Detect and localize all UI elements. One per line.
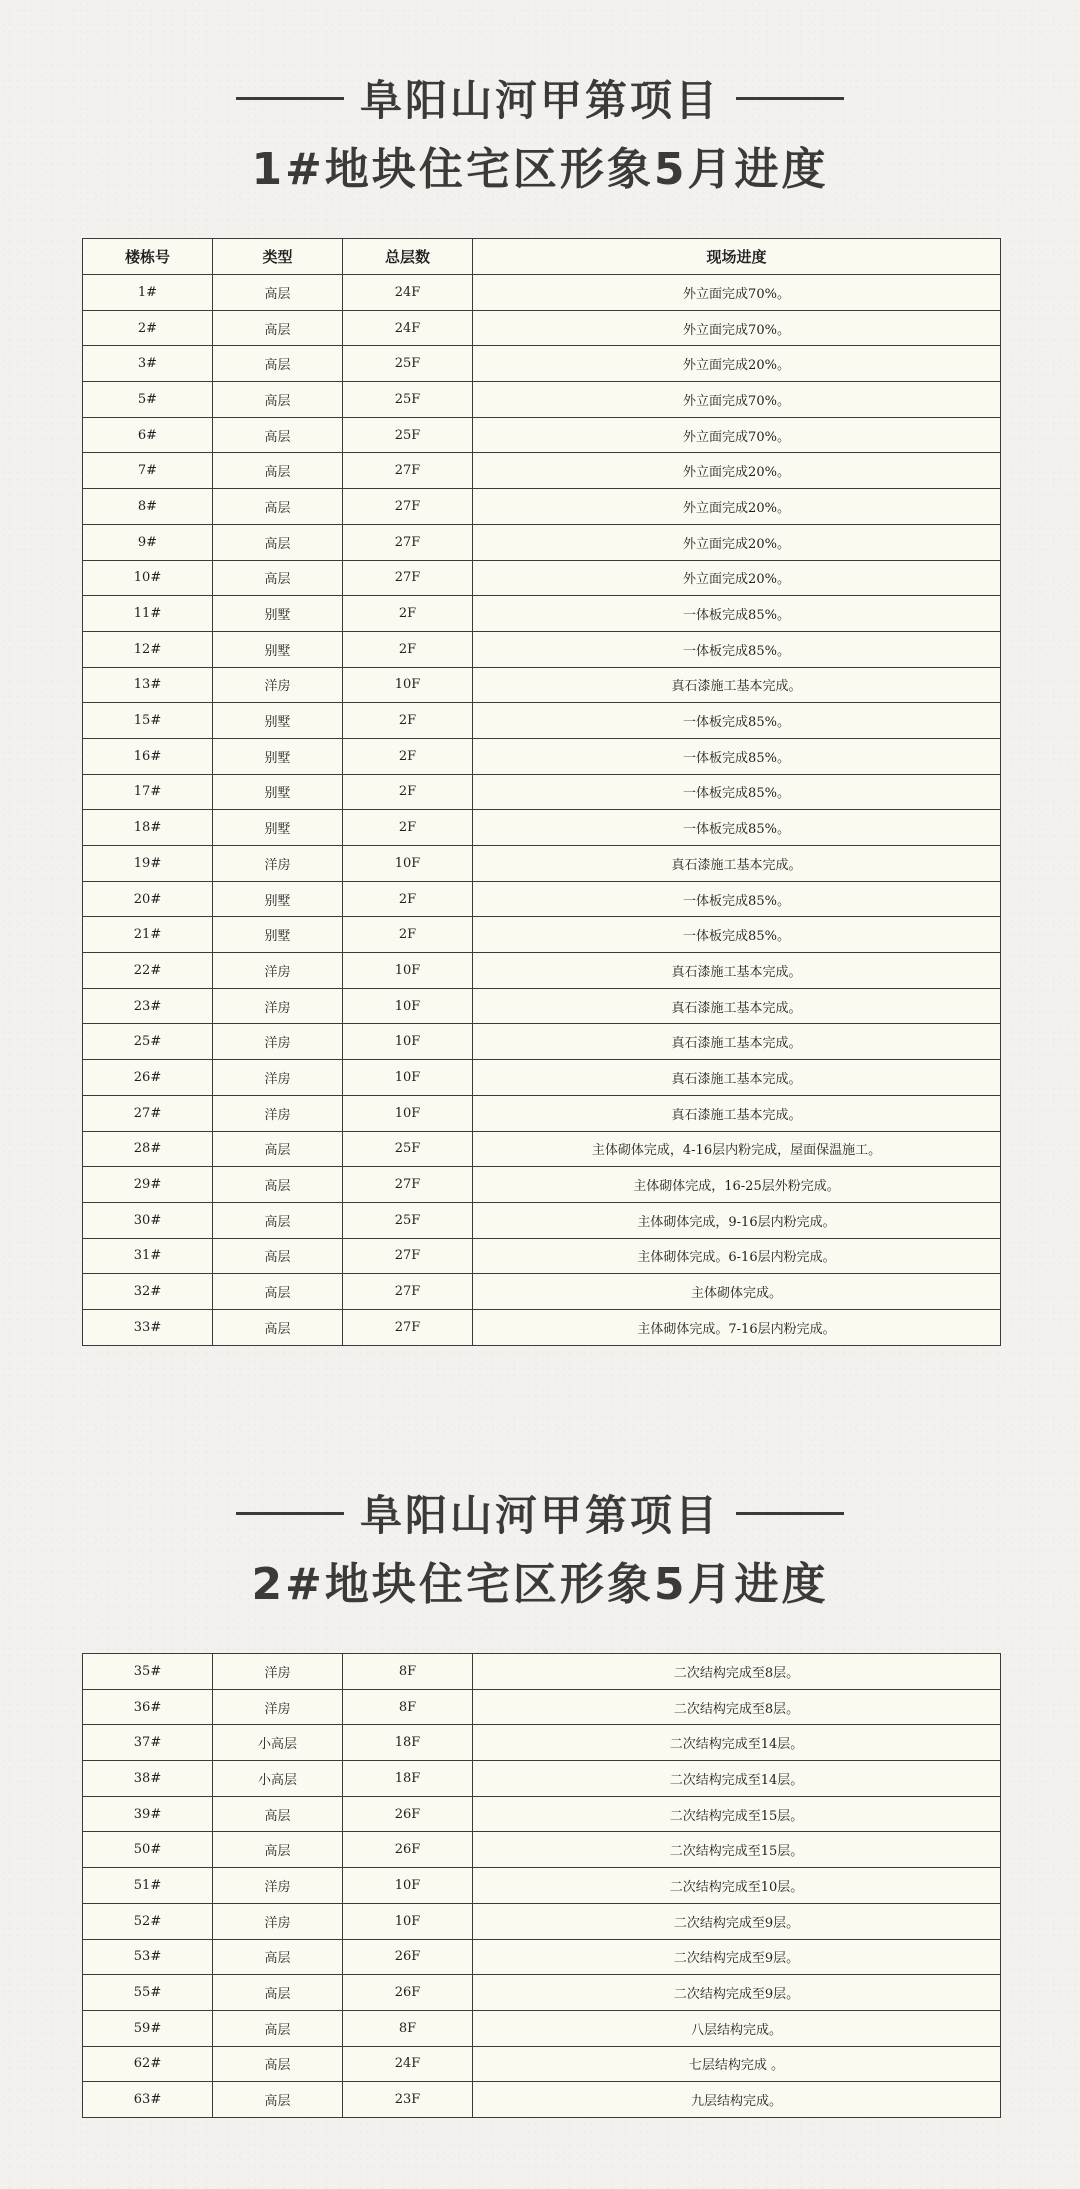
cell-progress: 二次结构完成至14层。 — [473, 1725, 1001, 1761]
cell-progress: 一体板完成85%。 — [473, 596, 1001, 632]
heading-rule-left — [236, 1512, 344, 1515]
cell-type: 高层 — [213, 1274, 343, 1310]
cell-building-no: 18# — [83, 810, 213, 846]
cell-building-no: 21# — [83, 917, 213, 953]
cell-floors: 26F — [343, 1832, 473, 1868]
cell-floors: 10F — [343, 953, 473, 989]
cell-type: 洋房 — [213, 1654, 343, 1690]
table-row — [83, 1654, 1001, 1690]
cell-building-no: 12# — [83, 631, 213, 667]
cell-floors: 2F — [343, 917, 473, 953]
cell-building-no: 35# — [83, 1654, 213, 1690]
cell-building-no: 11# — [83, 596, 213, 632]
progress-table-2 — [82, 1653, 1001, 2118]
cell-type: 高层 — [213, 275, 343, 311]
cell-progress: 主体砌体完成。7-16层内粉完成。 — [473, 1309, 1001, 1345]
cell-type: 高层 — [213, 1975, 343, 2011]
table-row — [83, 667, 1001, 703]
cell-building-no: 5# — [83, 382, 213, 418]
cell-floors: 2F — [343, 810, 473, 846]
cell-floors: 2F — [343, 738, 473, 774]
cell-floors: 24F — [343, 310, 473, 346]
progress-table-1 — [82, 238, 1001, 1346]
cell-floors: 8F — [343, 1654, 473, 1690]
plot-1-section — [0, 70, 1080, 1337]
cell-floors: 18F — [343, 1761, 473, 1797]
table-row — [83, 560, 1001, 596]
cell-progress: 一体板完成85%。 — [473, 881, 1001, 917]
cell-building-no: 29# — [83, 1167, 213, 1203]
cell-progress: 二次结构完成至15层。 — [473, 1832, 1001, 1868]
table-row — [83, 1939, 1001, 1975]
cell-building-no: 13# — [83, 667, 213, 703]
cell-progress: 外立面完成70%。 — [473, 417, 1001, 453]
cell-type: 别墅 — [213, 774, 343, 810]
cell-type: 别墅 — [213, 738, 343, 774]
cell-type: 洋房 — [213, 1095, 343, 1131]
section-subtitle: 2#地块住宅区形象5月进度 — [251, 1559, 829, 1610]
cell-progress: 七层结构完成 。 — [473, 2046, 1001, 2082]
cell-progress: 九层结构完成。 — [473, 2082, 1001, 2118]
cell-floors: 2F — [343, 631, 473, 667]
cell-type: 洋房 — [213, 1868, 343, 1904]
project-title: 阜阳山河甲第项目 — [359, 1491, 720, 1540]
cell-floors: 10F — [343, 1060, 473, 1096]
cell-floors: 27F — [343, 560, 473, 596]
cell-progress: 外立面完成20%。 — [473, 346, 1001, 382]
cell-type: 别墅 — [213, 631, 343, 667]
cell-progress: 主体砌体完成，16-25层外粉完成。 — [473, 1167, 1001, 1203]
table-row — [83, 881, 1001, 917]
table-row — [83, 1761, 1001, 1797]
cell-progress: 二次结构完成至14层。 — [473, 1761, 1001, 1797]
cell-building-no: 10# — [83, 560, 213, 596]
cell-type: 小高层 — [213, 1761, 343, 1797]
table-row — [83, 417, 1001, 453]
cell-progress: 一体板完成85%。 — [473, 738, 1001, 774]
heading-rule-right — [736, 97, 844, 100]
header-type: 类型 — [213, 239, 343, 275]
table-row — [83, 1202, 1001, 1238]
header-floors: 总层数 — [343, 239, 473, 275]
cell-progress: 二次结构完成至9层。 — [473, 1975, 1001, 2011]
plot-2-section — [0, 1485, 1080, 2110]
cell-progress: 一体板完成85%。 — [473, 703, 1001, 739]
cell-building-no: 32# — [83, 1274, 213, 1310]
table-row — [83, 1131, 1001, 1167]
cell-type: 别墅 — [213, 917, 343, 953]
cell-floors: 26F — [343, 1796, 473, 1832]
cell-building-no: 20# — [83, 881, 213, 917]
cell-building-no: 7# — [83, 453, 213, 489]
cell-floors: 27F — [343, 1274, 473, 1310]
cell-floors: 2F — [343, 703, 473, 739]
cell-floors: 2F — [343, 774, 473, 810]
cell-type: 高层 — [213, 346, 343, 382]
cell-floors: 10F — [343, 667, 473, 703]
cell-floors: 27F — [343, 1309, 473, 1345]
cell-floors: 25F — [343, 417, 473, 453]
cell-progress: 一体板完成85%。 — [473, 631, 1001, 667]
cell-floors: 18F — [343, 1725, 473, 1761]
cell-floors: 2F — [343, 881, 473, 917]
cell-progress: 二次结构完成至9层。 — [473, 1903, 1001, 1939]
cell-type: 洋房 — [213, 1060, 343, 1096]
cell-building-no: 25# — [83, 1024, 213, 1060]
cell-building-no: 23# — [83, 988, 213, 1024]
cell-building-no: 55# — [83, 1975, 213, 2011]
cell-progress: 外立面完成20%。 — [473, 489, 1001, 525]
cell-type: 洋房 — [213, 988, 343, 1024]
cell-progress: 外立面完成70%。 — [473, 382, 1001, 418]
cell-floors: 8F — [343, 1689, 473, 1725]
cell-progress: 真石漆施工基本完成。 — [473, 1060, 1001, 1096]
heading-rule-left — [236, 97, 344, 100]
cell-building-no: 22# — [83, 953, 213, 989]
table-row — [83, 1274, 1001, 1310]
table-row — [83, 1689, 1001, 1725]
cell-progress: 一体板完成85%。 — [473, 810, 1001, 846]
cell-type: 高层 — [213, 489, 343, 525]
cell-building-no: 51# — [83, 1868, 213, 1904]
table-row — [83, 382, 1001, 418]
table-row — [83, 1725, 1001, 1761]
cell-type: 高层 — [213, 1131, 343, 1167]
cell-type: 高层 — [213, 524, 343, 560]
cell-type: 别墅 — [213, 596, 343, 632]
cell-type: 高层 — [213, 1202, 343, 1238]
cell-building-no: 2# — [83, 310, 213, 346]
cell-progress: 主体砌体完成，4-16层内粉完成，屋面保温施工。 — [473, 1131, 1001, 1167]
table-row — [83, 1167, 1001, 1203]
cell-progress: 二次结构完成至15层。 — [473, 1796, 1001, 1832]
table-row — [83, 774, 1001, 810]
cell-building-no: 38# — [83, 1761, 213, 1797]
cell-floors: 10F — [343, 1903, 473, 1939]
cell-floors: 10F — [343, 988, 473, 1024]
table-body — [83, 1654, 1001, 2118]
cell-floors: 27F — [343, 524, 473, 560]
section-heading — [0, 1485, 1080, 1541]
cell-progress: 外立面完成20%。 — [473, 560, 1001, 596]
table-row — [83, 1832, 1001, 1868]
table-row — [83, 524, 1001, 560]
cell-building-no: 15# — [83, 703, 213, 739]
cell-floors: 24F — [343, 275, 473, 311]
table-row — [83, 917, 1001, 953]
cell-type: 高层 — [213, 1238, 343, 1274]
cell-building-no: 3# — [83, 346, 213, 382]
table-row — [83, 1024, 1001, 1060]
cell-type: 高层 — [213, 310, 343, 346]
cell-type: 洋房 — [213, 1024, 343, 1060]
cell-floors: 25F — [343, 1202, 473, 1238]
table-row — [83, 310, 1001, 346]
cell-progress: 二次结构完成至8层。 — [473, 1654, 1001, 1690]
table-row — [83, 2082, 1001, 2118]
cell-building-no: 36# — [83, 1689, 213, 1725]
cell-type: 高层 — [213, 1796, 343, 1832]
section-subtitle: 1#地块住宅区形象5月进度 — [251, 144, 829, 195]
cell-progress: 真石漆施工基本完成。 — [473, 988, 1001, 1024]
cell-floors: 10F — [343, 846, 473, 882]
cell-building-no: 27# — [83, 1095, 213, 1131]
table-row — [83, 453, 1001, 489]
cell-type: 别墅 — [213, 703, 343, 739]
cell-progress: 主体砌体完成。6-16层内粉完成。 — [473, 1238, 1001, 1274]
header-progress: 现场进度 — [473, 239, 1001, 275]
cell-type: 高层 — [213, 382, 343, 418]
cell-floors: 23F — [343, 2082, 473, 2118]
cell-building-no: 17# — [83, 774, 213, 810]
cell-progress: 外立面完成20%。 — [473, 524, 1001, 560]
cell-progress: 主体砌体完成。 — [473, 1274, 1001, 1310]
table-row — [83, 703, 1001, 739]
cell-progress: 外立面完成20%。 — [473, 453, 1001, 489]
table-row — [83, 988, 1001, 1024]
table-row — [83, 1796, 1001, 1832]
cell-floors: 27F — [343, 1238, 473, 1274]
cell-type: 高层 — [213, 560, 343, 596]
cell-building-no: 16# — [83, 738, 213, 774]
cell-type: 高层 — [213, 2046, 343, 2082]
table-row — [83, 489, 1001, 525]
cell-floors: 24F — [343, 2046, 473, 2082]
table-row — [83, 631, 1001, 667]
table-row — [83, 846, 1001, 882]
table-row — [83, 1060, 1001, 1096]
table-row — [83, 1868, 1001, 1904]
cell-floors: 27F — [343, 453, 473, 489]
table-row — [83, 596, 1001, 632]
cell-type: 小高层 — [213, 1725, 343, 1761]
cell-progress: 八层结构完成。 — [473, 2010, 1001, 2046]
cell-building-no: 62# — [83, 2046, 213, 2082]
table-row — [83, 275, 1001, 311]
cell-type: 洋房 — [213, 1689, 343, 1725]
cell-building-no: 50# — [83, 1832, 213, 1868]
cell-floors: 27F — [343, 1167, 473, 1203]
cell-type: 高层 — [213, 2010, 343, 2046]
table-row — [83, 1095, 1001, 1131]
project-title: 阜阳山河甲第项目 — [359, 76, 720, 125]
table-row — [83, 738, 1001, 774]
cell-floors: 10F — [343, 1024, 473, 1060]
table-row — [83, 2010, 1001, 2046]
cell-progress: 一体板完成85%。 — [473, 774, 1001, 810]
cell-floors: 10F — [343, 1868, 473, 1904]
cell-progress: 一体板完成85%。 — [473, 917, 1001, 953]
cell-floors: 26F — [343, 1939, 473, 1975]
cell-type: 高层 — [213, 1939, 343, 1975]
cell-type: 高层 — [213, 417, 343, 453]
cell-floors: 25F — [343, 1131, 473, 1167]
header-building-no: 楼栋号 — [83, 239, 213, 275]
cell-floors: 2F — [343, 596, 473, 632]
cell-building-no: 1# — [83, 275, 213, 311]
cell-building-no: 9# — [83, 524, 213, 560]
cell-progress: 二次结构完成至9层。 — [473, 1939, 1001, 1975]
cell-progress: 主体砌体完成，9-16层内粉完成。 — [473, 1202, 1001, 1238]
section-heading — [0, 70, 1080, 126]
cell-floors: 26F — [343, 1975, 473, 2011]
cell-building-no: 53# — [83, 1939, 213, 1975]
cell-progress: 外立面完成70%。 — [473, 275, 1001, 311]
cell-progress: 真石漆施工基本完成。 — [473, 1095, 1001, 1131]
cell-building-no: 28# — [83, 1131, 213, 1167]
cell-type: 别墅 — [213, 810, 343, 846]
cell-building-no: 19# — [83, 846, 213, 882]
cell-building-no: 26# — [83, 1060, 213, 1096]
cell-type: 高层 — [213, 1309, 343, 1345]
cell-floors: 10F — [343, 1095, 473, 1131]
table-row — [83, 810, 1001, 846]
cell-building-no: 52# — [83, 1903, 213, 1939]
table-header-row — [83, 239, 1001, 275]
table-row — [83, 1903, 1001, 1939]
cell-progress: 真石漆施工基本完成。 — [473, 953, 1001, 989]
cell-building-no: 63# — [83, 2082, 213, 2118]
cell-type: 洋房 — [213, 667, 343, 703]
cell-floors: 27F — [343, 489, 473, 525]
cell-building-no: 30# — [83, 1202, 213, 1238]
cell-building-no: 39# — [83, 1796, 213, 1832]
cell-type: 高层 — [213, 453, 343, 489]
cell-building-no: 6# — [83, 417, 213, 453]
table-row — [83, 1238, 1001, 1274]
cell-progress: 外立面完成70%。 — [473, 310, 1001, 346]
cell-type: 别墅 — [213, 881, 343, 917]
cell-type: 高层 — [213, 2082, 343, 2118]
cell-type: 高层 — [213, 1832, 343, 1868]
heading-rule-right — [736, 1512, 844, 1515]
cell-type: 洋房 — [213, 1903, 343, 1939]
cell-progress: 二次结构完成至8层。 — [473, 1689, 1001, 1725]
table-row — [83, 1975, 1001, 2011]
table-row — [83, 346, 1001, 382]
cell-floors: 25F — [343, 382, 473, 418]
cell-progress: 真石漆施工基本完成。 — [473, 846, 1001, 882]
table-row — [83, 1309, 1001, 1345]
cell-progress: 真石漆施工基本完成。 — [473, 1024, 1001, 1060]
cell-building-no: 8# — [83, 489, 213, 525]
table-body — [83, 275, 1001, 1346]
table-row — [83, 953, 1001, 989]
cell-building-no: 59# — [83, 2010, 213, 2046]
table-row — [83, 2046, 1001, 2082]
cell-floors: 8F — [343, 2010, 473, 2046]
cell-type: 高层 — [213, 1167, 343, 1203]
cell-progress: 二次结构完成至10层。 — [473, 1868, 1001, 1904]
cell-building-no: 33# — [83, 1309, 213, 1345]
cell-floors: 25F — [343, 346, 473, 382]
cell-type: 洋房 — [213, 846, 343, 882]
cell-progress: 真石漆施工基本完成。 — [473, 667, 1001, 703]
cell-building-no: 31# — [83, 1238, 213, 1274]
cell-building-no: 37# — [83, 1725, 213, 1761]
cell-type: 洋房 — [213, 953, 343, 989]
